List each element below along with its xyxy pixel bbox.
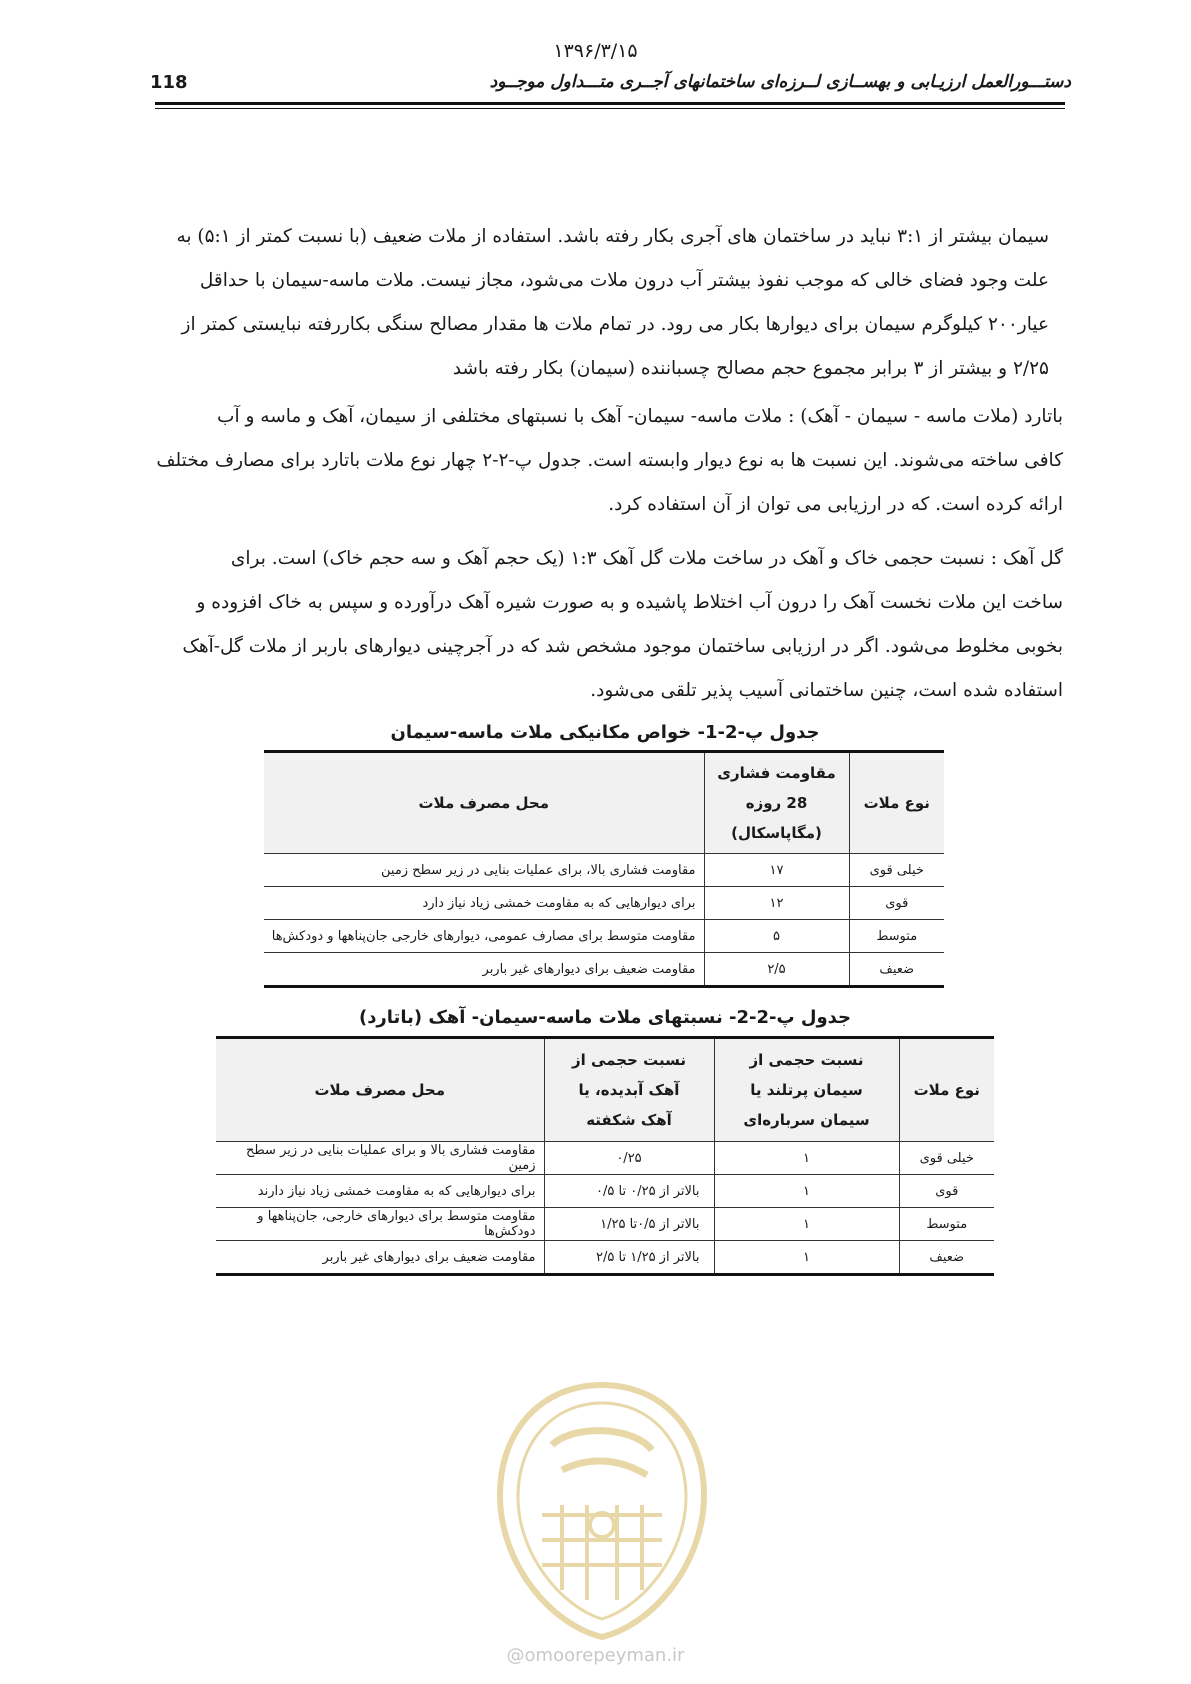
- text-line: باتارد (ملات ماسه - سیمان - آهک) : ملات ماسه- سیمان- آهک با نسبتهای مختلفی از سیمان، آهک و ماسه و آب: [217, 406, 1063, 427]
- cell-strength: ۱۲: [704, 887, 849, 920]
- cell-lime: ۰/۲۵: [544, 1142, 714, 1175]
- table-mechanical-properties: [264, 750, 944, 988]
- cell-usage: برای دیوارهایی که به مقاومت خمشی زیاد نیاز دارند: [216, 1175, 544, 1208]
- header-line: نسبت حجمی از: [572, 1051, 686, 1069]
- header-line: 28 روزه: [745, 794, 808, 812]
- cell-usage: مقاومت فشاری بالا و برای عملیات بنایی در زیر سطح زمین: [216, 1142, 544, 1175]
- text-line: علت وجود فضای خالی که موجب نفوذ بیشتر آب درون ملات می‌شود، مجاز نیست. ملات ماسه-سیمان با حداقل: [199, 270, 1049, 291]
- table-row: [264, 953, 944, 987]
- watermark-url: @omoorepeyman.ir: [506, 1645, 685, 1666]
- cell-type: متوسط: [849, 920, 944, 953]
- table2-caption: جدول پ-2-2- نسبتهای ملات ماسه-سیمان- آهک (باتارد): [358, 1007, 852, 1028]
- header-line: سیمان پرتلند یا: [750, 1081, 863, 1099]
- cell-usage: برای دیوارهایی که به مقاومت خمشی زیاد نیاز دارد: [264, 887, 704, 920]
- cell-cement: ۱: [714, 1142, 899, 1175]
- cell-cement: ۱: [714, 1241, 899, 1275]
- paragraph-lime-mud: [133, 537, 1063, 713]
- watermark-logo-icon: [482, 1375, 722, 1645]
- cell-strength: ۱۷: [704, 854, 849, 887]
- table-row: [264, 854, 944, 887]
- header-rule-thin: [155, 108, 1065, 109]
- table-header-row: [264, 752, 944, 854]
- text-line: کافی ساخته می‌شوند. این نسبت ها به نوع دیوار وابسته است. جدول پ-۲-۲ چهار نوع ملات باتارد برای مصارف مختلف: [156, 450, 1063, 471]
- text-line: ساخت این ملات نخست آهک را درون آب اختلاط پاشیده و به صورت شیره آهک درآورده و سپس به خاک افزوده و: [196, 592, 1063, 613]
- text-line: گل آهک : نسبت حجمی خاک و آهک در ساخت ملات گل آهک ۱:۳ (یک حجم آهک و سه حجم خاک) است. برای: [230, 548, 1063, 569]
- header-line: سیمان سرباره‌ای: [743, 1111, 870, 1129]
- table-row: [216, 1142, 994, 1175]
- cell-cement: ۱: [714, 1208, 899, 1241]
- running-header-title: دستـــورالعمل ارزیـابی و بهســازی لــرزه‌ای ساختمانهای آجــری متـــداول موجــود: [489, 72, 1071, 92]
- cell-usage: مقاومت فشاری بالا، برای عملیات بنایی در زیر سطح زمین: [264, 854, 704, 887]
- table-batard-ratios: [216, 1036, 994, 1276]
- cell-lime: بالاتر از ۰/۲۵ تا ۰/۵: [544, 1175, 714, 1208]
- header-line: مقاومت فشاری: [717, 764, 836, 782]
- table-header-row: [216, 1038, 994, 1142]
- header-cement-ratio: [714, 1038, 899, 1142]
- cell-type: قوی: [849, 887, 944, 920]
- cell-type: ضعیف: [849, 953, 944, 987]
- header-line: نسبت حجمی از: [749, 1051, 864, 1069]
- cell-type: متوسط: [899, 1208, 994, 1241]
- header-usage: محل مصرف ملات: [216, 1038, 544, 1142]
- header-usage: محل مصرف ملات: [264, 752, 704, 854]
- cell-lime: بالاتر از ۱/۲۵ تا ۲/۵: [544, 1241, 714, 1275]
- table-row: [264, 887, 944, 920]
- page-number: 118: [150, 72, 188, 93]
- header-lime-ratio: [544, 1038, 714, 1142]
- cell-type: خیلی قوی: [849, 854, 944, 887]
- text-line: ۲/۲۵ و بیشتر از ۳ برابر مجموع حجم مصالح چسباننده (سیمان) بکار رفته باشد: [452, 358, 1049, 379]
- text-line: ارائه کرده است. که در ارزیابی می توان از آن استفاده کرد.: [608, 494, 1063, 515]
- table-row: [216, 1175, 994, 1208]
- paragraph-batard: [133, 395, 1063, 527]
- cell-usage: مقاومت متوسط برای دیوارهای خارجی، جان‌پناهها و دودکش‌ها: [216, 1208, 544, 1241]
- cell-usage: مقاومت ضعیف برای دیوارهای غیر باربر: [264, 953, 704, 987]
- document-date: ۱۳۹۶/۳/۱۵: [553, 40, 638, 62]
- header-line: (مگاپاسکال): [731, 824, 822, 842]
- table-row: [264, 920, 944, 953]
- cell-cement: ۱: [714, 1175, 899, 1208]
- table-row: [216, 1241, 994, 1275]
- text-line: استفاده شده است، چنین ساختمانی آسیب پذیر تلقی می‌شود.: [590, 680, 1063, 701]
- header-line: آهک آبدیده، یا: [578, 1081, 680, 1099]
- text-line: سیمان بیشتر از ۳:۱ نباید در ساختمان های آجری بکار رفته باشد. استفاده از ملات ضعیف (با نسبت کمتر از ۵:۱) به: [176, 226, 1049, 247]
- table1-caption: جدول پ-2-1- خواص مکانیکی ملات ماسه-سیمان: [390, 722, 820, 743]
- header-compressive-strength: [704, 752, 849, 854]
- text-line: عیار۲۰۰ کیلوگرم سیمان برای دیوارها بکار می رود. در تمام ملات ها مقدار مصالح سنگی بکاررفته نبایستی کمتر از: [181, 314, 1049, 335]
- header-line: آهک شکفته: [586, 1111, 672, 1129]
- header-mortar-type: نوع ملات: [899, 1038, 994, 1142]
- cell-strength: ۵: [704, 920, 849, 953]
- cell-usage: مقاومت ضعیف برای دیوارهای غیر باربر: [216, 1241, 544, 1275]
- text-line: بخوبی مخلوط می‌شود. اگر در ارزیابی ساختمان موجود مشخص شد که در آجرچینی دیوارهای باربر از ملات گل-آهک: [182, 636, 1063, 657]
- cell-type: قوی: [899, 1175, 994, 1208]
- paragraph-cement-mortar: [133, 215, 1063, 391]
- cell-strength: ۲/۵: [704, 953, 849, 987]
- cell-type: ضعیف: [899, 1241, 994, 1275]
- cell-lime: بالاتر از ۰/۵تا ۱/۲۵: [544, 1208, 714, 1241]
- cell-usage: مقاومت متوسط برای مصارف عمومی، دیوارهای خارجی جان‌پناهها و دودکش‌ها: [264, 920, 704, 953]
- header-mortar-type: نوع ملات: [849, 752, 944, 854]
- cell-type: خیلی قوی: [899, 1142, 994, 1175]
- header-rule-thick: [155, 102, 1065, 105]
- table-row: [216, 1208, 994, 1241]
